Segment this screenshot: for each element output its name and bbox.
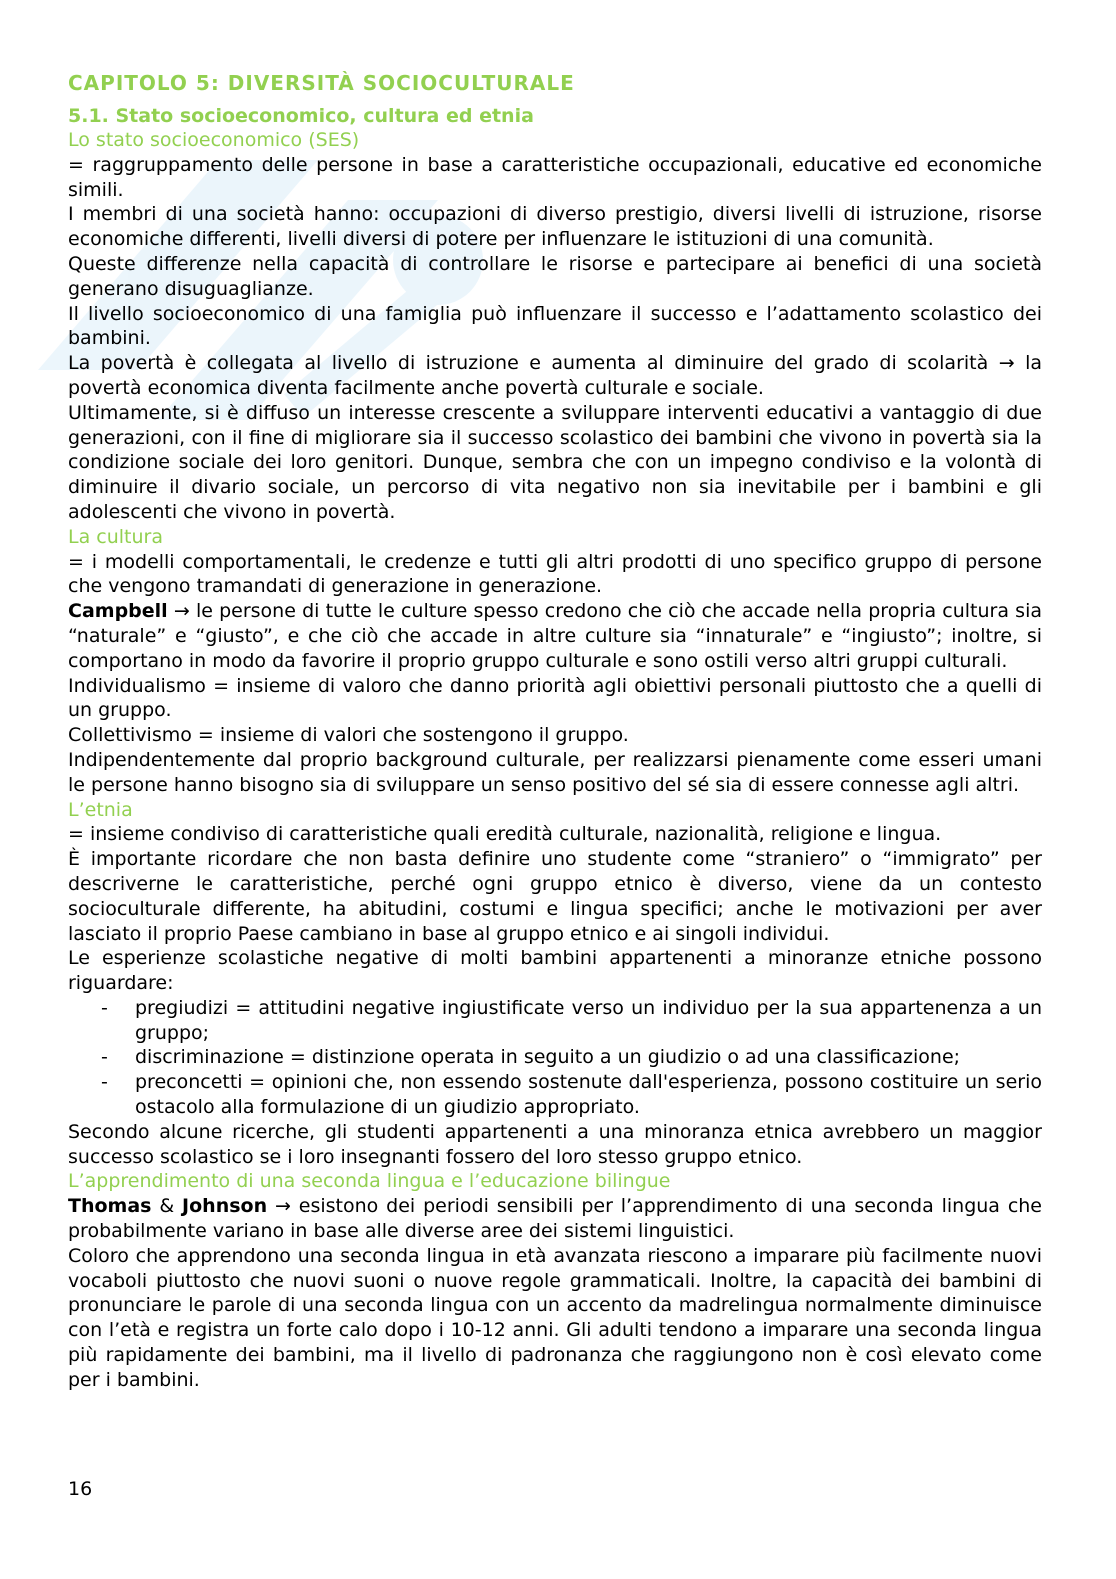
dash-bullet: - [101, 1046, 108, 1069]
list-item: - preconcetti = opinioni che, non essendo sostenute dall'esperienza, possono costituire un serio ostacolo alla formulazione di un giudizio appropriato. [101, 1071, 1042, 1119]
ethnicity-definition: = insieme condiviso di caratteristiche quali eredità culturale, nazionalità, religione e lingua. [68, 823, 942, 846]
ampersand: & [151, 1195, 183, 1218]
paragraph: Collettivismo = insieme di valori che sostengono il gruppo. [68, 724, 629, 747]
bilingual-heading: L’apprendimento di una seconda lingua e l’educazione bilingue [68, 1170, 671, 1193]
section-title: 5.1. Stato socioeconomico, cultura ed etnia [68, 105, 534, 127]
list-item: - discriminazione = distinzione operata in seguito a un giudizio o ad una classificazione; [101, 1046, 961, 1069]
paragraph: I membri di una società hanno: occupazioni di diverso prestigio, diversi livelli di istruzione, risorse economiche differenti, livelli diversi di potere per influenzare le istituzioni di una comunità. [68, 203, 1042, 251]
thomas-johnson-paragraph [68, 1194, 1042, 1244]
paragraph: La povertà è collegata al livello di istruzione e aumenta al diminuire del grado di scolarità → la povertà economica diventa facilmente anche povertà culturale e sociale. [68, 352, 1042, 399]
bullet-list [68, 996, 1042, 1120]
ethnicity-heading: L’etnia [68, 798, 133, 821]
paragraph: Le esperienze scolastiche negative di molti bambini appartenenti a minoranze etniche possono riguardare: [68, 947, 1042, 995]
paragraph: Il livello socioeconomico di una famiglia può influenzare il successo e l’adattamento scolastico dei bambini. [68, 302, 1042, 350]
paragraph: Ultimamente, si è diffuso un interesse crescente a sviluppare interventi educativi a vantaggio di due generazioni, con il fine di migliorare sia il successo scolastico dei bambini che vivono in povertà sia la condizione sociale dei loro genitori. Dunque, sembra che con un impegno condiviso e la volontà di diminuire il divario sociale, un percorso di vita negativo non sia inevitabile per i bambini e gli adolescenti che vivono in povertà. [68, 401, 1042, 523]
chapter-title: CAPITOLO 5: DIVERSITÀ SOCIOCULTURALE [68, 71, 575, 95]
author-name: Thomas [68, 1195, 152, 1218]
list-item: - pregiudizi = attitudini negative ingiustificate verso un individuo per la sua appartenenza a un gruppo; [101, 996, 1042, 1044]
author-name: Campbell [68, 600, 168, 623]
paragraph: Queste differenze nella capacità di controllare le risorse e partecipare ai benefici di una società generano disuguaglianze. [68, 252, 1042, 300]
ses-definition: = raggruppamento delle persone in base a caratteristiche occupazionali, educative ed economiche simili. [68, 153, 1042, 201]
page-number: 16 [68, 1478, 93, 1500]
dash-bullet: - [101, 996, 108, 1019]
culture-heading: La cultura [68, 525, 163, 548]
paragraph: Coloro che apprendono una seconda lingua in età avanzata riescono a imparare più facilmente nuovi vocaboli piuttosto che nuovi suoni o nuove regole grammaticali. Inoltre, la capacità dei bambini di pronunciare le parole di una seconda lingua con un accento da madrelingua normalmente diminuisce con l’età e registra un forte calo dopo i 10-12 anni. Gli adulti tendono a imparare una seconda lingua più rapidamente dei bambini, ma il livello di padronanza che raggiungono non è così elevato come per i bambini. [68, 1244, 1042, 1391]
dash-bullet: - [101, 1071, 108, 1094]
campbell-paragraph [68, 599, 1042, 673]
ses-heading: Lo stato socioeconomico (SES) [68, 129, 360, 151]
author-name: Johnson [182, 1195, 268, 1218]
culture-definition: = i modelli comportamentali, le credenze e tutti gli altri prodotti di uno specifico gruppo di persone che vengono tramandati di generazione in generazione. [68, 550, 1042, 598]
paragraph: È importante ricordare che non basta definire uno studente come “straniero” o “immigrato” per descriverne le caratteristiche, perché ogni gruppo etnico è diverso, viene da un contesto socioculturale differente, ha abitudini, costumi e lingua specifici; anche le motivazioni per aver lasciato il proprio Paese cambiano in base al gruppo etnico e ai singoli individui. [68, 848, 1042, 945]
paragraph: Individualismo = insieme di valoro che danno priorità agli obiettivi personali piuttosto che a quelli di un gruppo. [68, 674, 1042, 722]
paragraph: Indipendentemente dal proprio background culturale, per realizzarsi pienamente come esseri umani le persone hanno bisogno sia di sviluppare un senso positivo del sé sia di essere connesse agli altri. [68, 748, 1042, 796]
paragraph-text: → le persone di tutte le culture spesso credono che ciò che accade nella propria cultura sia “naturale” e “giusto”, e che ciò che accade in altre culture sia “innaturale” e “ingiusto”; inoltre, si comportano in modo da favorire il proprio gruppo culturale e sono ostili verso altri gruppi culturali. [68, 600, 1042, 672]
paragraph-text: → esistono dei periodi sensibili per l’apprendimento di una seconda lingua che probabilmente variano in base alle diverse aree dei sistemi linguistici. [68, 1195, 1042, 1243]
paragraph: Secondo alcune ricerche, gli studenti appartenenti a una minoranza etnica avrebbero un maggior successo scolastico se i loro insegnanti fossero del loro stesso gruppo etnico. [68, 1120, 1042, 1168]
